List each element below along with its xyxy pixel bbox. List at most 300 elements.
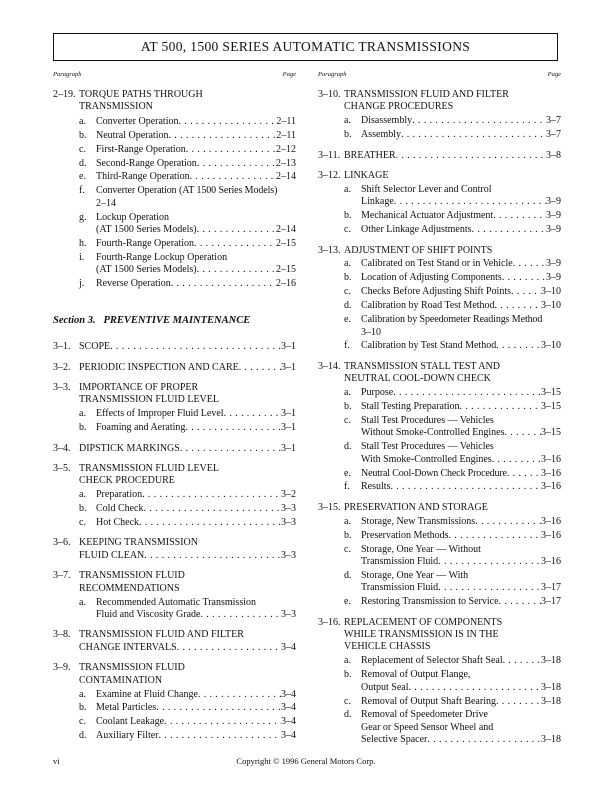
toc-subentry-3-13-a [318, 258, 561, 270]
toc-subentry-2-19-e [53, 171, 296, 183]
entry-title-cont: VEHICLE CHASSIS [344, 641, 431, 653]
page-ref: 3–10 [541, 340, 561, 352]
entry-number: 3–3. [53, 381, 71, 393]
page-ref: 3–3 [281, 609, 296, 620]
toc-column-left [53, 71, 296, 742]
subentry-letter: b. [79, 503, 87, 515]
subentry-title: Storage, One Year — Without [361, 543, 481, 555]
subentry-title: Reverse Operation [96, 278, 171, 290]
toc-subentry-3-15-c [318, 544, 561, 569]
subentry-title-cont: Transmission Fluid [361, 582, 439, 594]
subentry-title: Other Linkage Adjustments [361, 224, 472, 236]
copyright-notice: Copyright © 1996 General Motors Corp. [236, 756, 376, 766]
toc-subentry-3-9-c [53, 716, 296, 728]
entry-number: 3–6. [53, 537, 71, 549]
dot-leader [401, 129, 546, 141]
column-header [53, 71, 296, 85]
dot-leader [194, 238, 276, 250]
subentry-letter: f. [79, 185, 85, 197]
toc-entry-3-5 [53, 463, 296, 488]
subentry-letter: d. [344, 441, 352, 453]
dot-leader [224, 408, 281, 420]
toc-subentry-3-10-a [318, 115, 561, 127]
dot-leader [472, 224, 546, 236]
page-ref: 3–16 [541, 556, 561, 567]
dot-leader [110, 341, 281, 353]
dot-leader [492, 454, 541, 466]
entry-number: 3–14. [318, 360, 341, 372]
page-ref: 2–12 [276, 143, 296, 155]
dot-leader [197, 158, 276, 170]
subentry-title: Calibrated on Test Stand or in Vehicle [361, 258, 513, 270]
page-ref: 3–4 [281, 702, 296, 714]
page-ref: 3–2 [281, 489, 296, 501]
toc-subentry-3-5-c [53, 517, 296, 529]
entry-number: 3–11. [318, 149, 341, 161]
page-header: Page [282, 71, 296, 78]
subentry-title: First-Range Operation [96, 143, 186, 155]
subentry-letter: a. [79, 688, 86, 700]
toc-subentry-3-13-e [318, 314, 561, 339]
page-ref: 3–18 [541, 681, 561, 693]
entry-title-cont: NEUTRAL COOL-DOWN CHECK [344, 373, 491, 385]
dot-leader [412, 115, 546, 127]
subentry-title-cont: Fluid and Viscosity Grade [96, 609, 201, 620]
subentry-letter: a. [79, 115, 86, 127]
subentry-title-cont: Without Smoke-Controlled Engines [361, 427, 505, 439]
dot-leader [168, 130, 276, 142]
toc-subentry-2-19-f [53, 185, 296, 210]
toc-subentry-3-9-b [53, 702, 296, 714]
subentry-letter: c. [344, 543, 351, 555]
subentry-letter: a. [344, 387, 351, 399]
toc-column-right [318, 71, 561, 746]
subentry-title: Cold Check [96, 503, 144, 515]
subentry-title: Lockup Operation [96, 211, 170, 223]
toc-subentry-3-13-d [318, 300, 561, 312]
subentry-letter: d. [344, 569, 352, 581]
subentry-title-cont: Gear or Speed Sensor Wheel and [361, 721, 494, 733]
subentry-title: Neutral Operation [96, 129, 169, 141]
subentry-letter: a. [344, 183, 351, 195]
page-ref: 3–10 [361, 326, 381, 338]
toc-entry-3-2 [53, 362, 296, 374]
toc-subentry-2-19-g [53, 212, 296, 237]
subentry-title: Converter Operation [96, 115, 179, 127]
toc-subentry-3-14-a [318, 387, 561, 399]
entry-title: IMPORTANCE OF PROPER [79, 381, 199, 393]
subentry-title: Assembly [361, 129, 401, 141]
dot-leader [180, 443, 281, 455]
dot-leader [438, 582, 541, 594]
toc-entry-3-4 [53, 443, 296, 455]
entry-number: 3–5. [53, 462, 71, 474]
entry-number: 3–2. [53, 361, 71, 373]
entry-title: DIPSTICK MARKINGS [79, 442, 180, 454]
page-ref: 3–1 [281, 341, 296, 353]
entry-number: 3–1. [53, 341, 71, 353]
toc-subentry-3-14-d [318, 441, 561, 466]
subentry-letter: a. [344, 115, 351, 127]
subentry-title: Replacement of Selector Shaft Seal [361, 655, 503, 667]
subentry-letter: b. [344, 401, 352, 413]
subentry-title: Second-Range Operation [96, 157, 197, 169]
dot-leader [178, 116, 276, 128]
toc-subentry-3-9-d [53, 730, 296, 742]
subentry-title: Converter Operation (AT 1500 Series Models) [96, 185, 278, 197]
toc-entry-3-12 [318, 170, 561, 182]
page-ref: 3–16 [541, 453, 561, 465]
page-ref: 3–1 [281, 422, 296, 434]
page-ref: 3–15 [541, 387, 561, 399]
dot-leader [449, 530, 542, 542]
dot-leader [144, 503, 282, 515]
dot-leader [396, 150, 546, 162]
subentry-title-cont: Linkage [361, 196, 394, 208]
page-ref: 3–4 [281, 641, 296, 653]
subentry-title: Stall Testing Preparation [361, 401, 460, 413]
subentry-letter: a. [344, 655, 351, 667]
subentry-title: Mechanical Actuator Adjustment [361, 210, 494, 222]
dot-leader [496, 696, 541, 708]
entry-number: 3–13. [318, 244, 341, 256]
subentry-title: Removal of Output Flange, [361, 669, 471, 681]
entry-number: 3–12. [318, 170, 341, 182]
toc-subentry-3-3-a [53, 408, 296, 420]
entry-title: BREATHER [344, 149, 396, 161]
dot-leader [198, 689, 281, 701]
entry-number: 2–19. [53, 89, 76, 100]
toc-subentry-3-16-b [318, 669, 561, 694]
entry-title: TRANSMISSION STALL TEST AND [344, 360, 500, 372]
subentry-title-cont: Output Seal [361, 681, 409, 693]
toc-subentry-3-13-c [318, 286, 561, 298]
toc-subentry-3-15-e [318, 596, 561, 608]
page-ref: 3–18 [541, 734, 561, 746]
dot-leader [156, 702, 281, 714]
entry-title: PRESERVATION AND STORAGE [344, 501, 488, 513]
subentry-title: Recommended Automatic Transmission [96, 596, 256, 608]
subentry-letter: b. [344, 272, 352, 284]
subentry-title: Storage, New Transmissions [361, 515, 476, 527]
page-ref: 3–16 [541, 467, 561, 479]
subentry-letter: d. [344, 300, 352, 312]
toc-subentry-3-15-d [318, 570, 561, 595]
subentry-letter: a. [344, 515, 351, 527]
subentry-title: Storage, One Year — With [361, 569, 469, 581]
title-text: AT 500, 1500 SERIES AUTOMATIC TRANSMISSIONS [140, 39, 471, 54]
toc-subentry-3-3-b [53, 422, 296, 434]
subentry-title: Neutral Cool-Down Check Procedure [361, 467, 507, 479]
page-ref: 3–18 [541, 655, 561, 667]
subentry-letter: b. [344, 129, 352, 141]
subentry-letter: f. [344, 340, 350, 352]
subentry-letter: h. [79, 237, 87, 249]
toc-subentry-3-15-a [318, 516, 561, 528]
dot-leader [185, 422, 281, 434]
subentry-letter: e. [344, 596, 351, 608]
dot-leader [511, 286, 541, 298]
subentry-title-cont: (AT 1500 Series Models) [96, 224, 197, 236]
toc-entry-3-10 [318, 89, 561, 114]
subentry-letter: c. [79, 143, 86, 155]
subentry-title: Location of Adjusting Components [361, 272, 502, 284]
toc-subentry-3-16-a [318, 655, 561, 667]
toc-entry-3-1 [53, 341, 296, 353]
subentry-title: Shift Selector Lever and Control [361, 183, 492, 195]
page-ref: 3–16 [541, 515, 561, 527]
page-ref: 3–9 [546, 210, 561, 222]
page-ref: 3–18 [541, 695, 561, 707]
toc-subentry-3-5-b [53, 503, 296, 515]
page-header: Page [547, 71, 561, 78]
toc-subentry-3-12-b [318, 210, 561, 222]
subentry-letter: d. [79, 730, 87, 742]
toc-entry-3-3 [53, 382, 296, 407]
subentry-letter: e. [344, 467, 351, 479]
dot-leader [197, 264, 276, 276]
dot-leader [427, 734, 541, 746]
subentry-title: Removal of Speedometer Drive [361, 709, 488, 721]
subentry-title: Calibration by Road Test Method [361, 300, 495, 312]
page-ref: 2–16 [276, 278, 296, 290]
subentry-letter: b. [344, 210, 352, 222]
page-ref: 3–4 [281, 688, 296, 700]
section-label: Section 3. [53, 315, 96, 327]
subentry-letter: b. [79, 702, 87, 714]
page-ref: 3–16 [541, 529, 561, 541]
entry-title: LINKAGE [344, 170, 389, 182]
toc-subentry-3-14-f [318, 481, 561, 493]
dot-leader [499, 596, 541, 608]
subentry-letter: c. [79, 517, 86, 529]
subentry-letter: a. [79, 596, 86, 608]
subentry-title: Removal of Output Shaft Bearing [361, 695, 496, 707]
dot-leader [503, 655, 541, 667]
dot-leader [142, 489, 281, 501]
toc-entries-right [318, 85, 561, 746]
page-ref: 3–17 [541, 582, 561, 594]
subentry-title: Results [361, 481, 391, 493]
page-ref: 3–4 [281, 716, 296, 728]
toc-subentry-3-10-b [318, 129, 561, 141]
column-header [318, 71, 561, 85]
page-ref: 3–9 [546, 224, 561, 236]
entry-title-cont: CONTAMINATION [79, 674, 163, 686]
subentry-letter: c. [344, 414, 351, 426]
toc-entry-3-15 [318, 502, 561, 514]
subentry-title: Coolant Leakage [96, 716, 165, 728]
toc-subentry-3-14-b [318, 401, 561, 413]
toc-entry-3-13 [318, 245, 561, 257]
entry-title: TRANSMISSION FLUID [79, 570, 185, 582]
toc-subentry-3-14-c [318, 415, 561, 440]
subentry-title: Purpose [361, 387, 394, 399]
entry-title-cont: FLUID CLEAN [79, 549, 145, 561]
page-ref: 3–1 [281, 361, 296, 373]
entry-title-cont: RECOMMENDATIONS [79, 582, 180, 594]
toc-subentry-3-15-b [318, 530, 561, 542]
entry-title-cont: TRANSMISSION FLUID LEVEL [79, 394, 219, 406]
entry-title-cont: TRANSMISSION [79, 101, 153, 113]
subentry-letter: c. [79, 716, 86, 728]
toc-entry-3-9 [53, 662, 296, 687]
subentry-letter: f. [344, 481, 350, 493]
subentry-title: Hot Check [96, 517, 140, 529]
page-ref: 2–11 [276, 129, 296, 141]
dot-leader [390, 481, 541, 493]
page-ref: 3–10 [541, 300, 561, 312]
entry-title-cont: CHANGE INTERVALS [79, 641, 177, 653]
subentry-letter: a. [79, 408, 86, 420]
page-ref: 3–9 [546, 272, 561, 284]
dot-leader [190, 171, 276, 183]
entry-number: 3–4. [53, 442, 71, 454]
dot-leader [502, 272, 546, 284]
entry-title: PERIODIC INSPECTION AND CARE [79, 361, 239, 373]
toc-entry-3-6 [53, 537, 296, 562]
paragraph-header: Paragraph [318, 71, 347, 78]
page-ref: 3–3 [281, 549, 296, 561]
subentry-title: Calibration by Test Stand Method [361, 340, 497, 352]
subentry-title: Disassembly [361, 115, 413, 127]
section-title: PREVENTIVE MAINTENANCE [103, 315, 251, 327]
page-ref: 3–16 [541, 481, 561, 493]
subentry-title: Foaming and Aerating [96, 422, 186, 434]
toc-subentry-3-13-f [318, 340, 561, 352]
page-ref: 3–15 [541, 427, 561, 439]
toc-subentry-3-16-d [318, 709, 561, 746]
entry-number: 3–8. [53, 629, 71, 641]
subentry-letter: d. [79, 157, 87, 169]
page-ref: 2–13 [276, 157, 296, 169]
subentry-letter: b. [79, 422, 87, 434]
page-ref: 2–14 [276, 224, 296, 236]
subentry-title: Fourth-Range Operation [96, 237, 195, 249]
page-ref: 3–17 [541, 596, 561, 608]
entry-title: KEEPING TRANSMISSION [79, 537, 198, 549]
toc-subentry-2-19-b [53, 130, 296, 142]
dot-leader [513, 258, 546, 270]
subentry-letter: i. [79, 251, 85, 263]
toc-subentry-2-19-d [53, 158, 296, 170]
toc-entry-3-16 [318, 617, 561, 654]
page-ref: 3–9 [546, 196, 561, 208]
dot-leader [171, 278, 276, 290]
toc-subentry-3-7-a [53, 597, 296, 622]
dot-leader [496, 340, 541, 352]
page-ref: 3–10 [541, 286, 561, 298]
entry-title: TORQUE PATHS THROUGH [79, 89, 203, 100]
entry-title: TRANSMISSION FLUID AND FILTER [344, 89, 509, 100]
subentry-title: Third-Range Operation [96, 171, 190, 183]
toc-subentry-3-14-e [318, 468, 561, 480]
dot-leader [159, 730, 282, 742]
entry-title: TRANSMISSION FLUID LEVEL [79, 462, 219, 474]
dot-leader [460, 401, 541, 413]
page-ref: 3–4 [281, 730, 296, 742]
subentry-letter: a. [344, 258, 351, 270]
subentry-title: Checks Before Adjusting Shift Points [361, 286, 511, 298]
page-ref: 3–8 [546, 149, 561, 161]
page-ref: 3–7 [546, 129, 561, 141]
dot-leader [393, 387, 541, 399]
toc-subentry-3-9-a [53, 689, 296, 701]
subentry-title-cont: Selective Spacer [361, 734, 428, 746]
page-ref: 2–14 [276, 171, 296, 183]
entry-number: 3–15. [318, 501, 341, 513]
subentry-title: Fourth-Range Lockup Operation [96, 251, 228, 263]
toc-subentry-2-19-a [53, 116, 296, 128]
dot-leader [239, 362, 281, 374]
page-ref: 3–9 [546, 258, 561, 270]
entry-title: TRANSMISSION FLUID [79, 662, 185, 674]
page-ref: 2–15 [276, 237, 296, 249]
document-title [53, 33, 558, 61]
subentry-title-cont: With Smoke-Controlled Engines [361, 453, 492, 465]
dot-leader [197, 224, 276, 236]
subentry-letter: d. [344, 709, 352, 721]
dot-leader [139, 517, 281, 529]
subentry-letter: a. [79, 489, 86, 501]
page-ref: 2–15 [276, 264, 296, 276]
toc-entry-3-8 [53, 629, 296, 654]
entry-number: 3–16. [318, 616, 341, 628]
entry-title: TRANSMISSION FLUID AND FILTER [79, 629, 244, 641]
dot-leader [495, 300, 541, 312]
toc-entry-3-14 [318, 361, 561, 386]
subentry-letter: c. [344, 286, 351, 298]
dot-leader [504, 427, 541, 439]
page-ref: 3–7 [546, 115, 561, 127]
toc-subentry-3-13-b [318, 272, 561, 284]
entry-number: 3–10. [318, 89, 341, 100]
page-ref: 3–15 [541, 401, 561, 413]
subentry-letter: e. [344, 314, 351, 326]
toc-subentry-3-12-a [318, 184, 561, 209]
subentry-title-cont: Transmission Fluid [361, 556, 439, 567]
toc-subentry-3-16-c [318, 696, 561, 708]
subentry-title-cont: (AT 1500 Series Models) [96, 264, 197, 276]
dot-leader [144, 550, 281, 562]
toc-subentry-2-19-j [53, 278, 296, 290]
subentry-title: Effects of Improper Fluid Level [96, 408, 224, 420]
subentry-title: Restoring Transmission to Service [361, 596, 499, 608]
toc-subentry-3-5-a [53, 489, 296, 501]
page-number: vi [53, 756, 60, 766]
page-ref: 3–3 [281, 503, 296, 515]
subentry-letter: c. [344, 695, 351, 707]
toc-subentry-3-12-c [318, 224, 561, 236]
subentry-title: Calibration by Speedometer Readings Method [361, 314, 543, 326]
dot-leader [409, 682, 542, 694]
toc-entries-left [53, 85, 296, 742]
toc-entry-2-19 [53, 89, 296, 114]
subentry-letter: b. [79, 129, 87, 141]
subentry-letter: c. [344, 224, 351, 236]
entry-number: 3–9. [53, 662, 71, 674]
entry-title-cont: WHILE TRANSMISSION IS IN THE [344, 629, 499, 641]
page-ref: 3–1 [281, 408, 296, 420]
dot-leader [475, 516, 541, 528]
dot-leader [200, 609, 281, 621]
dot-leader [164, 716, 281, 728]
page-ref: 3–3 [281, 517, 296, 529]
subentry-title: Examine at Fluid Change [96, 688, 198, 700]
entry-title: REPLACEMENT OF COMPONENTS [344, 616, 503, 628]
entry-title: SCOPE [79, 341, 111, 353]
section-heading [53, 314, 296, 327]
